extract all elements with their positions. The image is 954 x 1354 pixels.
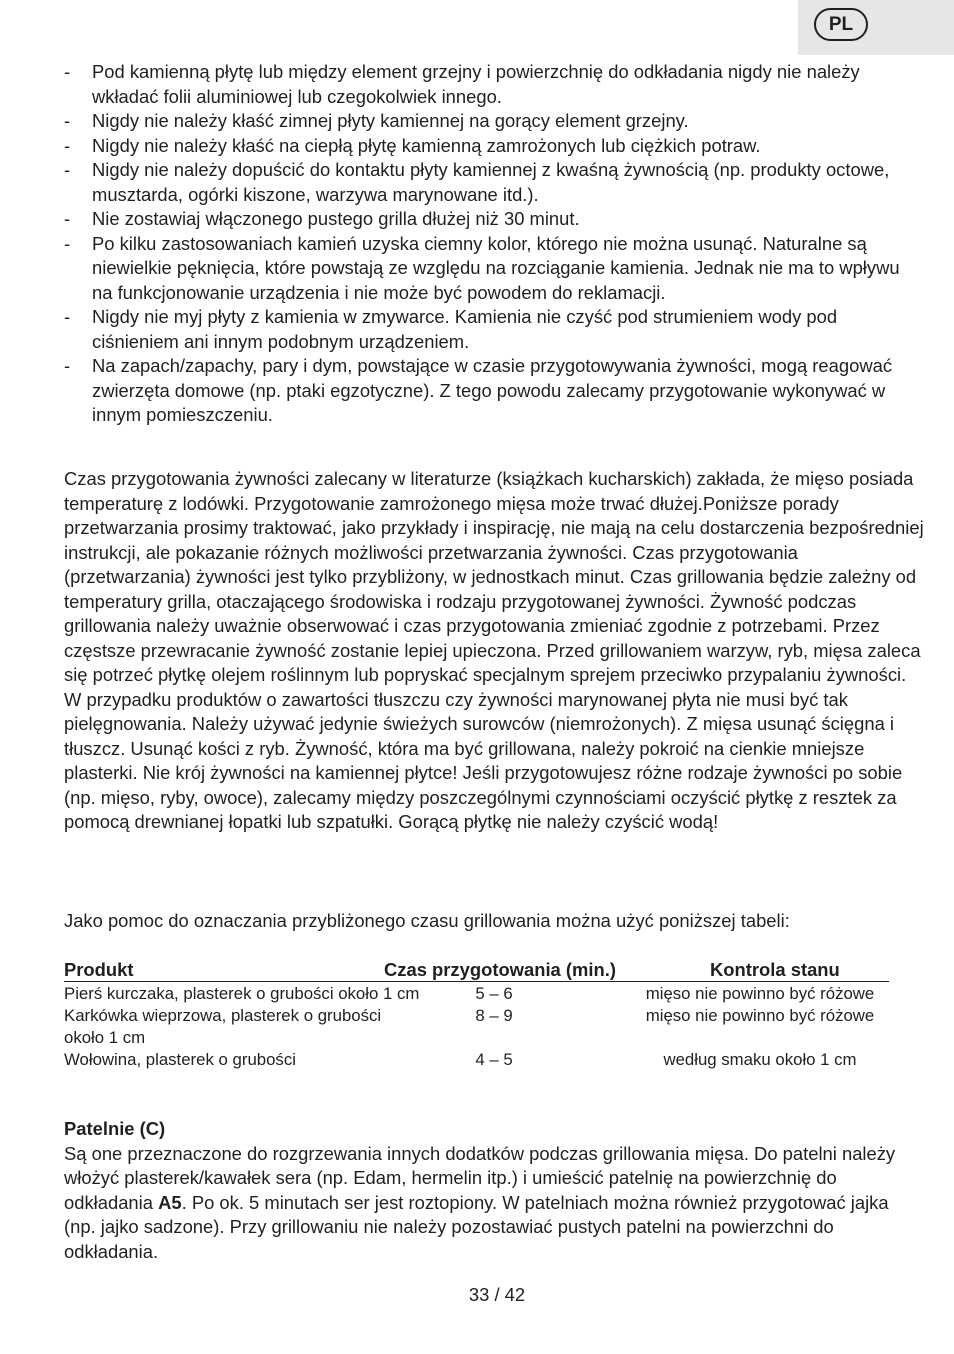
table-intro-paragraph: Jako pomoc do oznaczania przybliżonego czasu grillowania można użyć poniższej tabeli: <box>64 910 790 931</box>
bullet-text: Nigdy nie myj płyty z kamienia w zmywarce. Kamienia nie czyść pod strumieniem wody pod ciśnieniem ani innym podobnym urządzeniem. <box>92 306 838 352</box>
pans-text-after: . Po ok. 5 minutach ser jest roztopiony. W patelniach można również przygotować jajka (np. jajko sadzone). Przy grillowaniu nie należy pozostawiać pustych patelni na powierzchni do odkładania. <box>64 1191 889 1262</box>
bullet-text: Pod kamienną płytę lub między element grzejny i powierzchnię do odkładania nigdy nie należy wkładać folii aluminiowej lub czegokolwiek innego. <box>92 61 860 107</box>
cell-check: mięso nie powinno być różowe <box>645 1006 875 1025</box>
language-badge: PL <box>814 8 868 41</box>
table-row <box>64 1049 904 1071</box>
bullet-item: - Nigdy nie należy kłaść zimnej płyty kamiennej na gorący element grzejny. <box>64 110 689 131</box>
column-header-check: Kontrola stanu <box>710 959 840 980</box>
column-header-product: Produkt <box>64 959 134 980</box>
bullet-item: - Nie zostawiaj włączonego pustego grilla dłużej niż 30 minut. <box>64 208 580 229</box>
cell-product: Wołowina, plasterek o grubości <box>64 1050 296 1069</box>
pans-text-before: Są one przeznaczone do rozgrzewania innych dodatków podczas grillowania mięsa. Do patelni należy włożyć plasterek/kawałek sera (np. Edam, hermelin itp.) i umieścić patelnię na powierzchnię do odkładania <box>64 1142 896 1213</box>
cell-check: według smaku około 1 cm <box>663 1050 857 1069</box>
cell-check: mięso nie powinno być różowe <box>645 984 875 1003</box>
pans-bold-ref: A5 <box>158 1191 182 1213</box>
bullet-text: Nigdy nie należy dopuścić do kontaktu płyty kamiennej z kwaśną żywnością (np. produkty octowe, musztarda, ogórki kiszone, warzywa marynowane itd.). <box>92 159 890 205</box>
page-number: 33 / 42 <box>468 1284 526 1305</box>
pans-section <box>64 1117 924 1264</box>
bullet-text: Na zapach/zapachy, pary i dym, powstające w czasie przygotowywania żywności, mogą reagować zwierzęta domowe (np. ptaki egzotyczne). Z tego powodu zalecamy przygotowanie wykonywać w innym pomieszczeniu. <box>92 355 893 425</box>
preparation-time-paragraph: Czas przygotowania żywności zalecany w literaturze (książkach kucharskich) zakłada, że mięso posiada temperaturę z lodówki. Przygotowanie zamrożonego mięsa może trwać dłużej.Poniższe porady przetwarzania prosimy traktować, jako przykłady i inspirację, nie mają na celu dostarczenia bezpośredniej instrukcji, ale pokazanie różnych możliwości przetwarzania żywności. Czas przygotowania (przetwarzania) żywności jest tylko przybliżony, w jednostkach minut. Czas grillowania będzie zależny od temperatury grilla, otaczającego środowiska i rodzaju przygotowanej żywności. Żywność podczas grillowania należy uważnie obserwować i czas przygotowania zmieniać zgodnie z potrzebami. Przez częstsze przewracanie żywność zostanie lepiej upieczona. Przed grillowaniem warzyw, ryb, mięsa zaleca się potrzeć płytkę olejem roślinnym lub popryskać specjalnym sprejem przeciwko przypalaniu żywności. W przypadku produktów o zawartości tłuszczu czy żywności marynowanej płyta nie musi być tak pielęgnowania. Należy używać jedynie świeżych surowców (niemrożonych). Z mięsa usunąć ścięgna i tłuszcz. Usunąć kości z ryb. Żywność, która ma być grillowana, należy pokroić na cienkie mniejsze plasterki. Nie krój żywności na kamiennej płytce! Jeśli przygotowujesz różne rodzaje żywności po sobie (np. mięso, ryby, owoce), zalecamy między poszczególnymi czynnościami oczyścić płytkę z resztek za pomocą drewnianej łopatki lub szpatułki. Gorącą płytkę nie należy czyścić wodą! <box>64 468 924 832</box>
bullet-text: Nigdy nie należy kłaść na ciepłą płytę kamienną zamrożonych lub ciężkich potraw. <box>92 134 761 156</box>
bullet-text: Po kilku zastosowaniach kamień uzyska ciemny kolor, którego nie można usunąć. Naturalne są niewielkie pęknięcia, które powstają ze względu na rozciąganie kamienia. Jednak nie ma to wpływu na funkcjonowanie urządzenia i nie może być powodem do reklamacji. <box>92 232 900 303</box>
column-header-time: Czas przygotowania (min.) <box>384 959 616 980</box>
grill-table-body <box>64 983 904 1071</box>
cell-time: 4 – 5 <box>475 1050 513 1069</box>
cell-product: Pierś kurczaka, plasterek o grubości około 1 cm <box>64 984 420 1003</box>
cell-time: 8 – 9 <box>475 1006 513 1025</box>
bullet-text: Nigdy nie należy kłaść zimnej płyty kamiennej na gorący element grzejny. <box>92 110 689 131</box>
grill-table-header <box>64 959 889 982</box>
bullet-item: - Nigdy nie myj płyty z kamienia w zmywarce. Kamienia nie czyść pod strumieniem wody pod ciśnieniem ani innym podobnym urządzeniem. <box>64 306 838 352</box>
table-row <box>64 983 904 1005</box>
language-tab <box>798 0 954 55</box>
bullet-text: Nie zostawiaj włączonego pustego grilla dłużej niż 30 minut. <box>92 208 580 229</box>
bullet-item: - Nigdy nie należy kłaść na ciepłą płytę kamienną zamrożonych lub ciężkich potraw. <box>64 134 761 156</box>
bullet-item: - Po kilku zastosowaniach kamień uzyska ciemny kolor, którego nie można usunąć. Naturalne są niewielkie pęknięcia, które powstają ze względu na rozciąganie kamienia. Jednak nie ma to wpływu na funkcjonowanie urządzenia i nie może być powodem do reklamacji. <box>64 232 900 303</box>
cell-time: 5 – 6 <box>475 984 513 1003</box>
cell-product: Karkówka wieprzowa, plasterek o grubości około 1 cm <box>64 1006 382 1047</box>
table-row <box>64 1005 904 1049</box>
pans-heading: Patelnie (C) <box>64 1118 166 1139</box>
bullet-item: - Na zapach/zapachy, pary i dym, powstające w czasie przygotowywania żywności, mogą reagować zwierzęta domowe (np. ptaki egzotyczne). Z tego powodu zalecamy przygotowanie wykonywać w innym pomieszczeniu. <box>64 355 893 425</box>
bullet-item: - Nigdy nie należy dopuścić do kontaktu płyty kamiennej z kwaśną żywnością (np. produkty octowe, musztarda, ogórki kiszone, warzywa marynowane itd.). <box>64 159 890 205</box>
bullet-item: - Pod kamienną płytę lub między element grzejny i powierzchnię do odkładania nigdy nie należy wkładać folii aluminiowej lub czegokolwiek innego. <box>64 61 860 107</box>
safety-bullet-list <box>64 60 914 428</box>
